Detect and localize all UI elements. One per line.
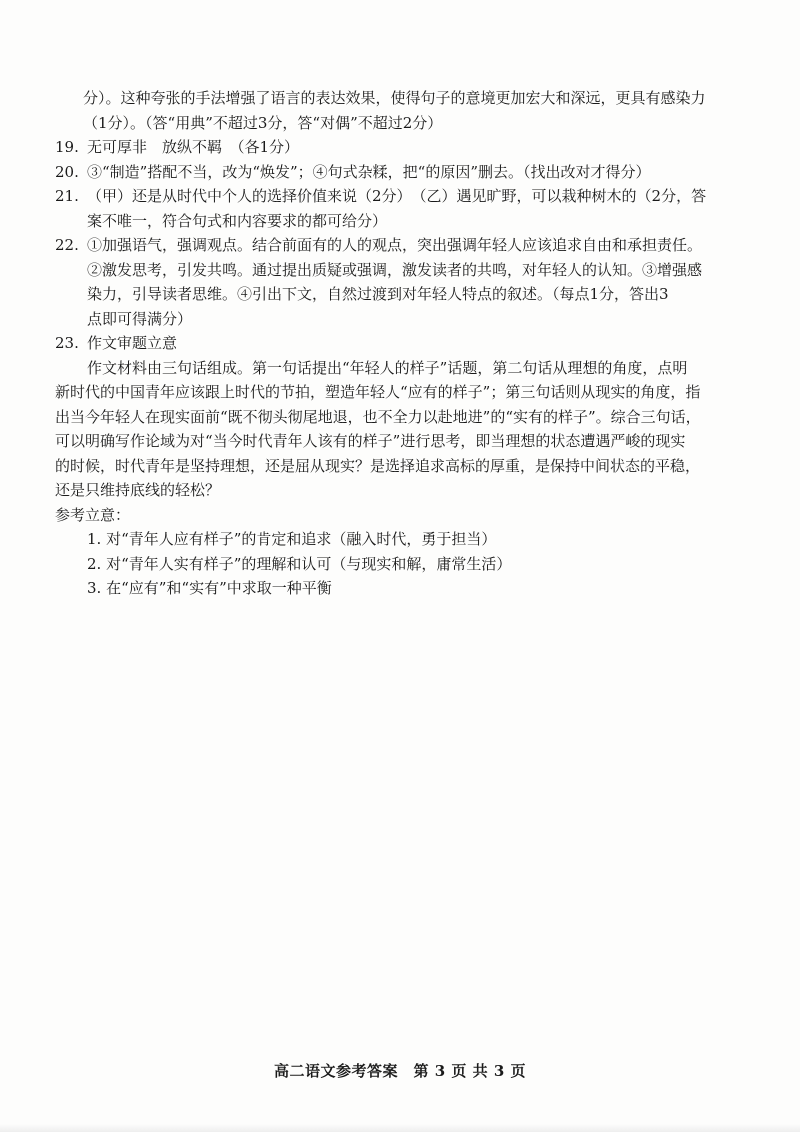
q18-continuation-line-2: （1分）。（答“用典”不超过3分，答“对偶”不超过2分） xyxy=(83,113,443,132)
scan-edge xyxy=(0,1124,800,1132)
answer-content xyxy=(55,86,765,601)
question-number: 23. xyxy=(55,334,79,352)
answer-22-line-4: 点即可得满分） xyxy=(87,309,193,328)
essay-paragraph-line-6: 还是只维持底线的轻松？ xyxy=(55,481,221,499)
reference-item-3: 3. 在“应有”和“实有”中求取一种平衡 xyxy=(87,579,332,597)
page-footer: 高二语文参考答案 第 3 页 共 3 页 xyxy=(274,1062,526,1080)
reference-title: 参考立意： xyxy=(55,505,131,524)
essay-paragraph-line-2: 新时代的中国青年应该跟上时代的节拍，塑造年轻人“应有的样子”；第三句话则从现实的角度，指 xyxy=(55,383,701,401)
q18-continuation-line-1: 分）。这种夸张的手法增强了语言的表达效果，使得句子的意境更加宏大和深远，更具有感染力 xyxy=(83,89,706,107)
answer-text: ③“制造”搭配不当，改为“焕发”；④句式杂糅，把“的原因”删去。（找出改对才得分） xyxy=(87,162,651,181)
answer-19 xyxy=(55,135,765,160)
essay-paragraph-line-4: 可以明确写作论域为对“当今时代青年人该有的样子”进行思考，即当理想的状态遭遇严峻的现实 xyxy=(55,432,686,450)
essay-paragraph-line-3: 出当今年轻人在现实面前“既不彻头彻尾地退，也不全力以赴地进”的“实有的样子”。综合三句话， xyxy=(55,407,701,426)
answer-text: 作文审题立意 xyxy=(87,334,178,352)
answer-22-line-2: ②激发思考，引发共鸣。通过提出质疑或强调，激发读者的共鸣，对年轻人的认知。③增强感 xyxy=(87,260,703,279)
answer-text: 无可厚非 放纵不羁 （各1分） xyxy=(87,138,300,156)
reference-item-1: 1. 对“青年人应有样子”的肯定和追求（融入时代，勇于担当） xyxy=(87,530,497,548)
answer-22-line-3: 染力，引导读者思维。④引出下文，自然过渡到对年轻人特点的叙述。（每点1分，答出3 xyxy=(87,285,669,303)
answer-text: （甲）还是从时代中个人的选择价值来说（2分） （乙）遇见旷野，可以栽种树木的（2分，答 xyxy=(87,187,707,205)
answer-22 xyxy=(55,233,765,258)
answer-21-continuation: 案不唯一，符合句式和内容要求的都可给分） xyxy=(87,211,388,230)
question-number: 22. xyxy=(55,236,79,254)
question-number: 21. xyxy=(55,187,79,205)
question-number: 19. xyxy=(55,138,79,156)
answer-21 xyxy=(55,184,765,209)
essay-paragraph-line-1: 作文材料由三句话组成。第一句话提出“年轻人的样子”话题，第二句话从理想的角度，点明 xyxy=(87,358,688,377)
reference-item-2: 2. 对“青年人实有样子”的理解和认可（与现实和解，庸常生活） xyxy=(87,554,512,573)
answer-20 xyxy=(55,160,765,185)
essay-paragraph-line-5: 的时候，时代青年是坚持理想，还是屈从现实？是选择追求高标的厚重，是保持中间状态的平稳， xyxy=(55,456,701,475)
question-number: 20. xyxy=(55,162,79,181)
answer-text: ①加强语气，强调观点。结合前面有的人的观点，突出强调年轻人应该追求自由和承担责任。 xyxy=(87,236,703,254)
answer-23 xyxy=(55,331,765,356)
